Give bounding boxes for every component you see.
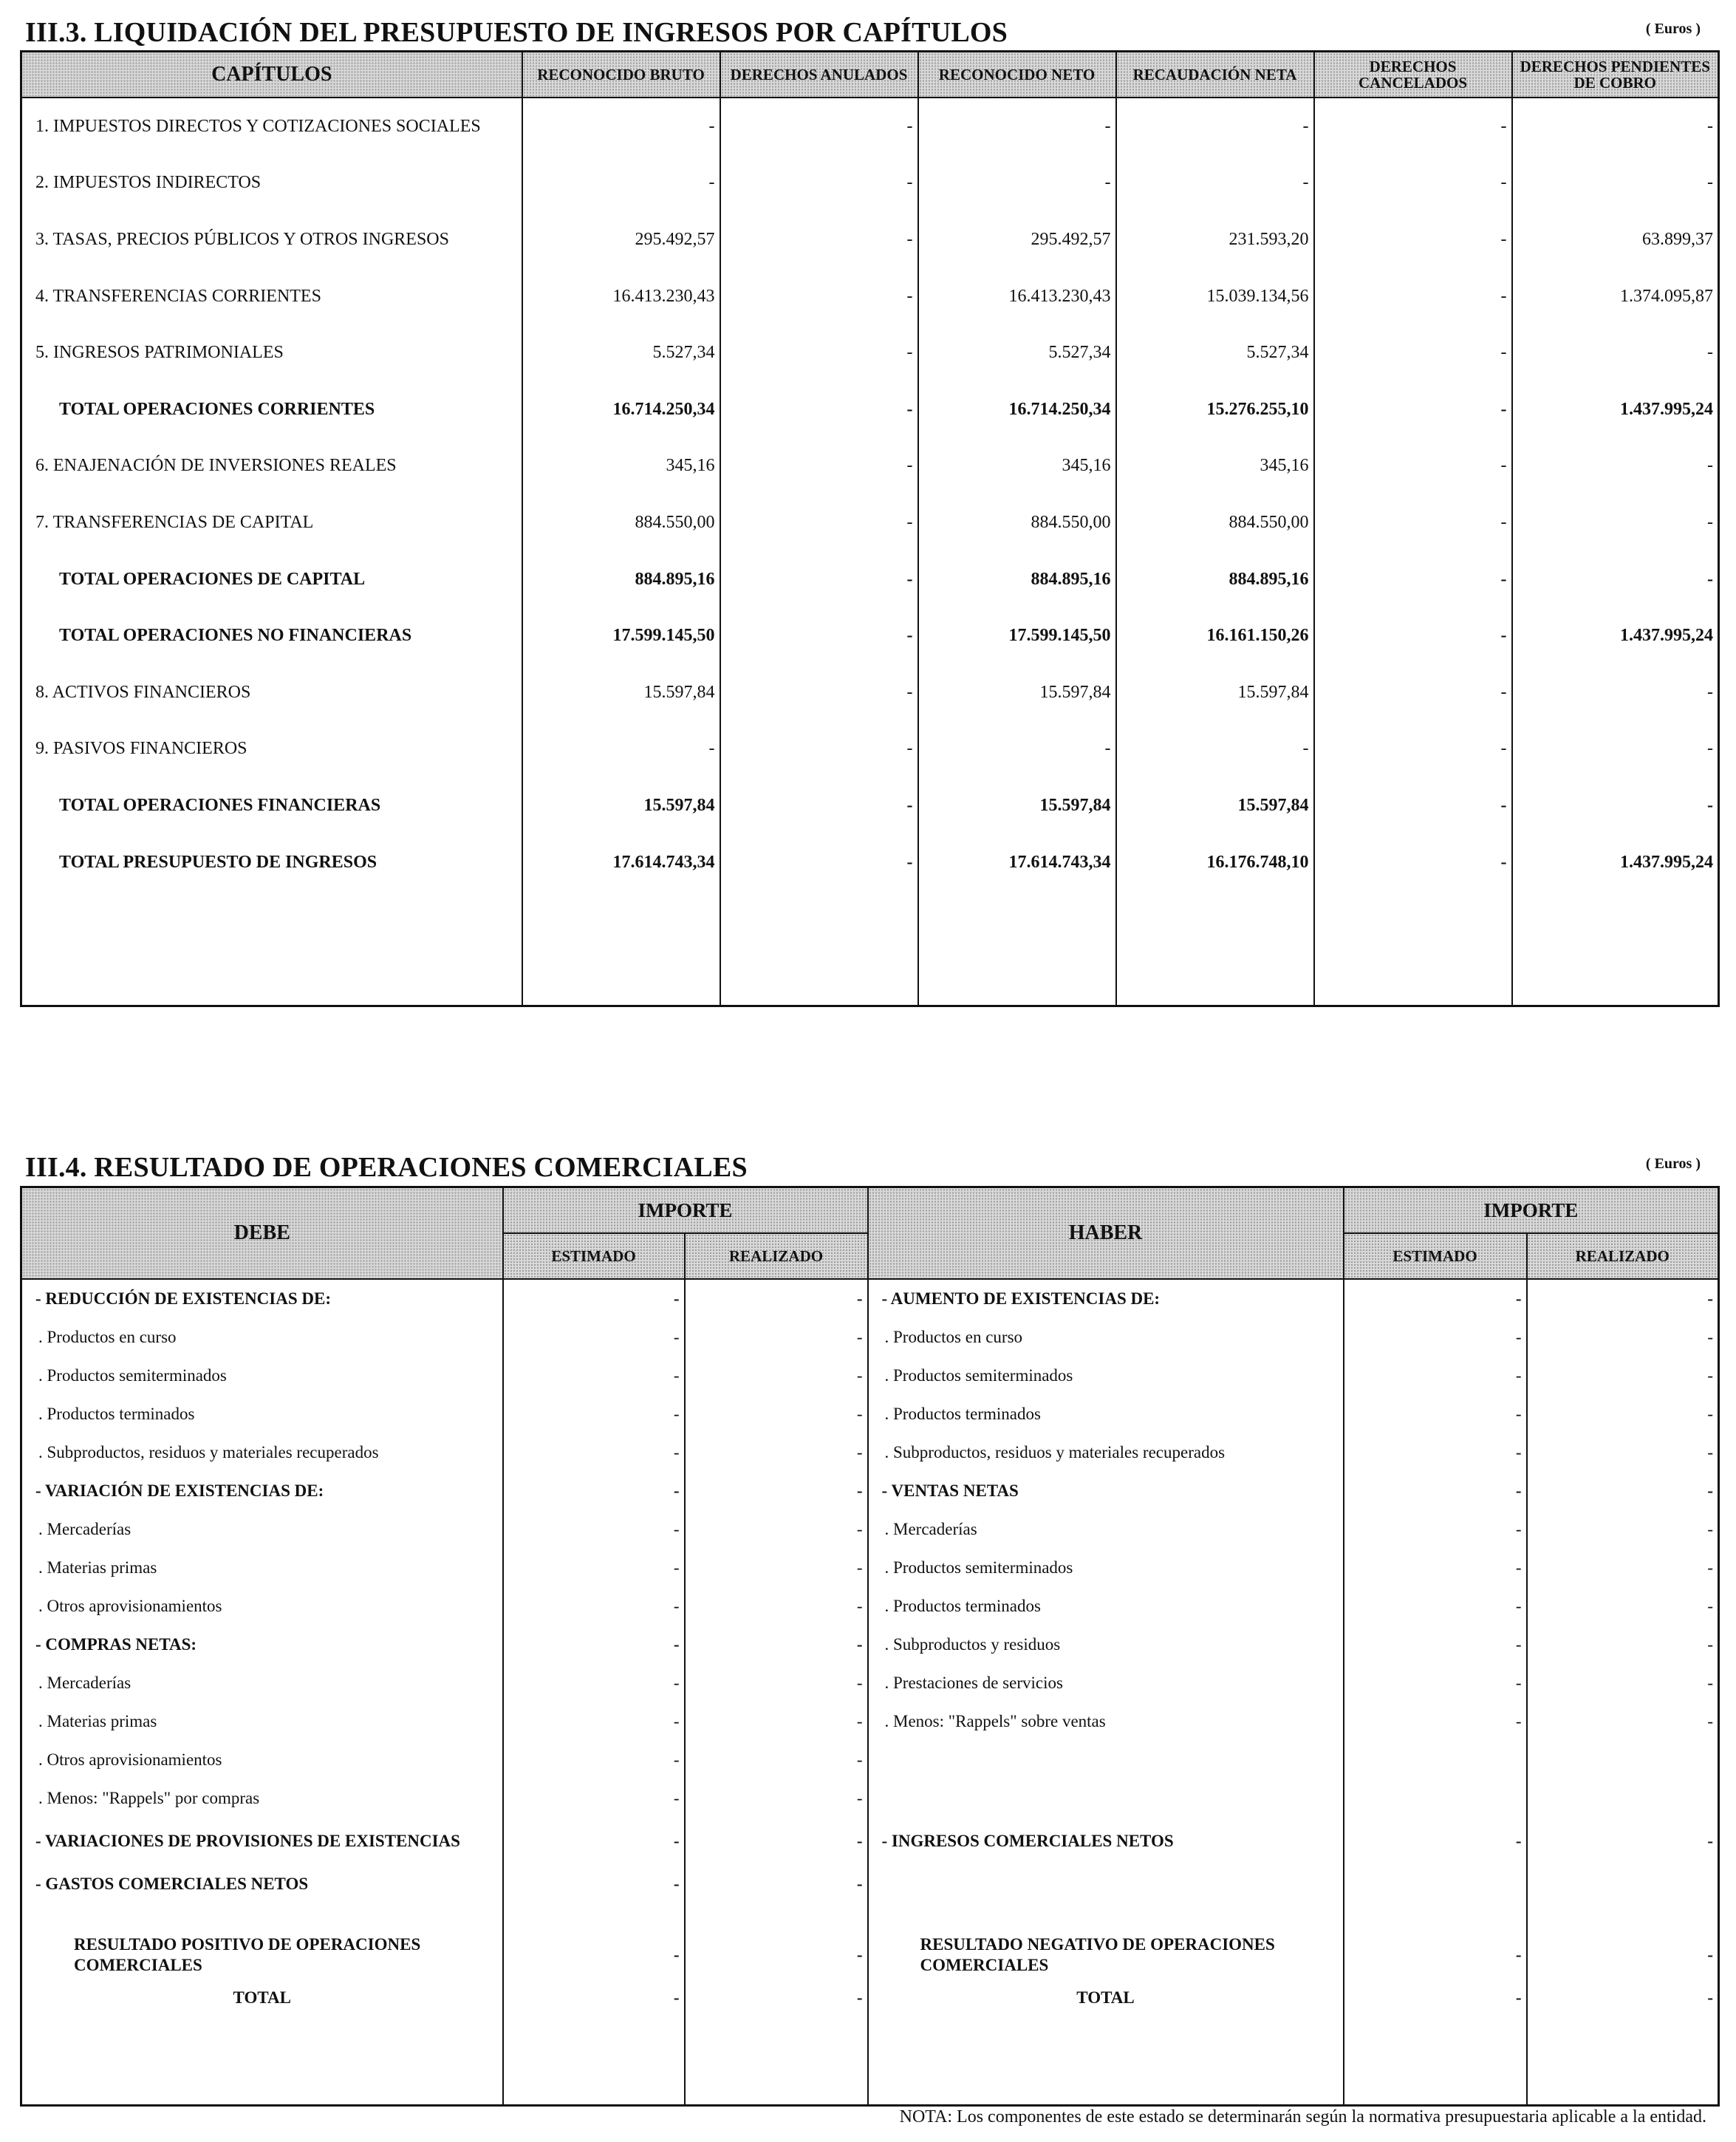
table-row	[21, 664, 1719, 721]
cell-value: 15.276.255,10	[1116, 381, 1314, 438]
table-row	[21, 1865, 1719, 1903]
col-header-reconocido-bruto: RECONOCIDO BRUTO	[522, 52, 720, 98]
table-header-row	[21, 1187, 1719, 1233]
col-header-debe-estimado: ESTIMADO	[503, 1233, 685, 1279]
table-row	[21, 494, 1719, 551]
total-haber-estimado: -	[1344, 1979, 1527, 2017]
haber-label: . Prestaciones de servicios	[868, 1664, 1344, 1702]
section1-title: III.3. LIQUIDACIÓN DEL PRESUPUESTO DE INGRESOS POR CAPÍTULOS	[25, 17, 1008, 48]
empty-cell	[503, 2017, 685, 2106]
empty-cell	[868, 1903, 1344, 1931]
haber-estimado: -	[1344, 1318, 1527, 1357]
cell-value: -	[1314, 834, 1512, 891]
cell-value: -	[1314, 324, 1512, 381]
cell-value: -	[1116, 155, 1314, 212]
debe-realizado: -	[685, 1279, 868, 1318]
debe-label: . Menos: "Rappels" por compras	[21, 1779, 503, 1818]
cell-value: 16.161.150,26	[1116, 607, 1314, 664]
cell-value: 884.895,16	[522, 551, 720, 608]
row-label: TOTAL OPERACIONES NO FINANCIERAS	[21, 607, 522, 664]
cell-value: 15.039.134,56	[1116, 268, 1314, 325]
debe-realizado: -	[685, 1702, 868, 1741]
table-row	[21, 551, 1719, 608]
table-row	[21, 1510, 1719, 1549]
cell-value: -	[522, 721, 720, 778]
haber-label: . Productos semiterminados	[868, 1549, 1344, 1587]
table-row	[21, 381, 1719, 438]
cell-value: 17.599.145,50	[918, 607, 1116, 664]
table-spacer-row	[21, 1903, 1719, 1931]
cell-value: -	[720, 438, 918, 495]
haber-label	[868, 1741, 1344, 1779]
col-header-reconocido-neto: RECONOCIDO NETO	[918, 52, 1116, 98]
debe-estimado: -	[503, 1395, 685, 1433]
table-header-row	[21, 52, 1719, 98]
empty-cell	[868, 2017, 1344, 2106]
empty-cell	[685, 2017, 868, 2106]
resultado-haber-realizado: -	[1527, 1931, 1719, 1979]
cell-value: -	[1314, 98, 1512, 155]
row-label: 7. TRANSFERENCIAS DE CAPITAL	[21, 494, 522, 551]
haber-label: . Subproductos, residuos y materiales recuperados	[868, 1433, 1344, 1472]
haber-realizado	[1527, 1865, 1719, 1903]
cell-value: -	[1512, 664, 1719, 721]
resultado-negativo-label: RESULTADO NEGATIVO DE OPERACIONES COMERCIALES	[868, 1931, 1344, 1979]
cell-value: -	[720, 721, 918, 778]
cell-value: 5.527,34	[918, 324, 1116, 381]
debe-label: . Productos terminados	[21, 1395, 503, 1433]
debe-realizado: -	[685, 1818, 868, 1865]
cell-value: 345,16	[918, 438, 1116, 495]
debe-realizado: -	[685, 1357, 868, 1395]
debe-estimado: -	[503, 1318, 685, 1357]
debe-realizado: -	[685, 1549, 868, 1587]
cell-value: 17.614.743,34	[522, 834, 720, 891]
cell-value: 16.714.250,34	[918, 381, 1116, 438]
table-row	[21, 1433, 1719, 1472]
cell-value: -	[918, 155, 1116, 212]
cell-value: -	[720, 381, 918, 438]
cell-value: -	[1512, 494, 1719, 551]
empty-cell	[522, 890, 720, 1006]
debe-estimado: -	[503, 1702, 685, 1741]
table-row	[21, 1279, 1719, 1318]
col-header-debe: DEBE	[21, 1187, 503, 1279]
cell-value: 884.550,00	[918, 494, 1116, 551]
debe-estimado: -	[503, 1472, 685, 1510]
table-row	[21, 1741, 1719, 1779]
table-body	[21, 1279, 1719, 2106]
table-body	[21, 98, 1719, 1006]
debe-estimado: -	[503, 1587, 685, 1626]
col-header-recaudacion-neta: RECAUDACIÓN NETA	[1116, 52, 1314, 98]
income-by-chapter-table	[20, 50, 1720, 1007]
debe-label: - COMPRAS NETAS:	[21, 1626, 503, 1664]
section2-unit: ( Euros )	[1645, 1156, 1701, 1172]
cell-value: -	[1512, 777, 1719, 834]
cell-value: -	[522, 155, 720, 212]
haber-realizado: -	[1527, 1549, 1719, 1587]
debe-estimado: -	[503, 1510, 685, 1549]
table-filler-row	[21, 890, 1719, 1006]
haber-label	[868, 1779, 1344, 1818]
debe-realizado: -	[685, 1433, 868, 1472]
debe-realizado: -	[685, 1741, 868, 1779]
debe-label: - GASTOS COMERCIALES NETOS	[21, 1865, 503, 1903]
empty-cell	[1344, 1903, 1527, 1931]
total-haber-label: TOTAL	[868, 1979, 1344, 2017]
cell-value: 15.597,84	[522, 777, 720, 834]
debe-estimado: -	[503, 1865, 685, 1903]
cell-value: 15.597,84	[522, 664, 720, 721]
row-label: 1. IMPUESTOS DIRECTOS Y COTIZACIONES SOCIALES	[21, 98, 522, 155]
debe-realizado: -	[685, 1626, 868, 1664]
debe-estimado: -	[503, 1664, 685, 1702]
haber-estimado	[1344, 1741, 1527, 1779]
haber-label: . Productos en curso	[868, 1318, 1344, 1357]
cell-value: -	[1314, 551, 1512, 608]
empty-cell	[918, 890, 1116, 1006]
empty-cell	[685, 1903, 868, 1931]
haber-estimado: -	[1344, 1279, 1527, 1318]
cell-value: -	[1116, 98, 1314, 155]
row-label: 2. IMPUESTOS INDIRECTOS	[21, 155, 522, 212]
debe-label: - VARIACIONES DE PROVISIONES DE EXISTENCIAS	[21, 1818, 503, 1865]
haber-estimado: -	[1344, 1702, 1527, 1741]
cell-value: -	[918, 721, 1116, 778]
haber-estimado: -	[1344, 1549, 1527, 1587]
haber-realizado: -	[1527, 1587, 1719, 1626]
haber-realizado: -	[1527, 1664, 1719, 1702]
table-row	[21, 1549, 1719, 1587]
commercial-operations-table	[20, 1186, 1720, 2107]
resultado-debe-estimado: -	[503, 1931, 685, 1979]
haber-label: . Mercaderías	[868, 1510, 1344, 1549]
cell-value: -	[1512, 155, 1719, 212]
cell-value: -	[1512, 438, 1719, 495]
cell-value: 884.895,16	[918, 551, 1116, 608]
haber-label: - INGRESOS COMERCIALES NETOS	[868, 1818, 1344, 1865]
row-label: TOTAL OPERACIONES DE CAPITAL	[21, 551, 522, 608]
haber-label: . Productos terminados	[868, 1395, 1344, 1433]
table-row	[21, 211, 1719, 268]
debe-label: - REDUCCIÓN DE EXISTENCIAS DE:	[21, 1279, 503, 1318]
row-label: TOTAL PRESUPUESTO DE INGRESOS	[21, 834, 522, 891]
cell-value: 345,16	[522, 438, 720, 495]
debe-label: . Materias primas	[21, 1702, 503, 1741]
cell-value: 884.550,00	[1116, 494, 1314, 551]
debe-estimado: -	[503, 1741, 685, 1779]
cell-value: -	[1314, 777, 1512, 834]
cell-value: -	[720, 98, 918, 155]
empty-cell	[1512, 890, 1719, 1006]
haber-realizado	[1527, 1741, 1719, 1779]
empty-cell	[1314, 890, 1512, 1006]
haber-realizado: -	[1527, 1702, 1719, 1741]
debe-realizado: -	[685, 1865, 868, 1903]
debe-estimado: -	[503, 1357, 685, 1395]
resultado-positivo-label: RESULTADO POSITIVO DE OPERACIONES COMERCIALES	[21, 1931, 503, 1979]
col-header-importe-haber: IMPORTE	[1344, 1187, 1719, 1233]
table-row	[21, 1472, 1719, 1510]
cell-value: 17.614.743,34	[918, 834, 1116, 891]
debe-estimado: -	[503, 1279, 685, 1318]
col-header-haber-estimado: ESTIMADO	[1344, 1233, 1527, 1279]
cell-value: -	[1512, 551, 1719, 608]
haber-estimado: -	[1344, 1664, 1527, 1702]
row-label: 6. ENAJENACIÓN DE INVERSIONES REALES	[21, 438, 522, 495]
row-label: 3. TASAS, PRECIOS PÚBLICOS Y OTROS INGRESOS	[21, 211, 522, 268]
cell-value: -	[1512, 324, 1719, 381]
table-row	[21, 1395, 1719, 1433]
section1-unit: ( Euros )	[1645, 21, 1701, 37]
empty-cell	[1527, 1903, 1719, 1931]
cell-value: 16.413.230,43	[918, 268, 1116, 325]
cell-value: -	[1314, 607, 1512, 664]
haber-realizado: -	[1527, 1472, 1719, 1510]
debe-realizado: -	[685, 1587, 868, 1626]
cell-value: 5.527,34	[1116, 324, 1314, 381]
haber-realizado: -	[1527, 1818, 1719, 1865]
cell-value: -	[720, 664, 918, 721]
debe-label: . Productos semiterminados	[21, 1357, 503, 1395]
empty-cell	[1344, 2017, 1527, 2106]
haber-estimado	[1344, 1865, 1527, 1903]
debe-realizado: -	[685, 1395, 868, 1433]
debe-label: . Productos en curso	[21, 1318, 503, 1357]
cell-value: 63.899,37	[1512, 211, 1719, 268]
table-filler-row	[21, 2017, 1719, 2106]
cell-value: -	[1512, 98, 1719, 155]
cell-value: -	[1314, 155, 1512, 212]
debe-estimado: -	[503, 1549, 685, 1587]
debe-label: . Materias primas	[21, 1549, 503, 1587]
cell-value: 1.437.995,24	[1512, 607, 1719, 664]
col-header-haber: HABER	[868, 1187, 1344, 1279]
haber-label: . Subproductos y residuos	[868, 1626, 1344, 1664]
haber-realizado: -	[1527, 1395, 1719, 1433]
debe-realizado: -	[685, 1318, 868, 1357]
cell-value: -	[720, 834, 918, 891]
cell-value: -	[1314, 721, 1512, 778]
haber-realizado: -	[1527, 1318, 1719, 1357]
resultado-debe-realizado: -	[685, 1931, 868, 1979]
cell-value: 15.597,84	[918, 777, 1116, 834]
row-label: 8. ACTIVOS FINANCIEROS	[21, 664, 522, 721]
total-debe-label: TOTAL	[21, 1979, 503, 2017]
cell-value: -	[720, 211, 918, 268]
resultado-row	[21, 1931, 1719, 1979]
table-row	[21, 607, 1719, 664]
total-row	[21, 1979, 1719, 2017]
table-row	[21, 721, 1719, 778]
table-row	[21, 98, 1719, 155]
haber-realizado: -	[1527, 1626, 1719, 1664]
cell-value: -	[918, 98, 1116, 155]
section2-title: III.4. RESULTADO DE OPERACIONES COMERCIALES	[25, 1152, 748, 1183]
debe-realizado: -	[685, 1779, 868, 1818]
haber-realizado	[1527, 1779, 1719, 1818]
haber-estimado: -	[1344, 1433, 1527, 1472]
cell-value: 884.895,16	[1116, 551, 1314, 608]
haber-label	[868, 1865, 1344, 1903]
debe-realizado: -	[685, 1510, 868, 1549]
cell-value: -	[1314, 438, 1512, 495]
haber-label: . Productos terminados	[868, 1587, 1344, 1626]
row-label: 9. PASIVOS FINANCIEROS	[21, 721, 522, 778]
cell-value: -	[720, 607, 918, 664]
cell-value: 345,16	[1116, 438, 1314, 495]
total-debe-realizado: -	[685, 1979, 868, 2017]
haber-estimado: -	[1344, 1472, 1527, 1510]
table-row	[21, 1779, 1719, 1818]
debe-estimado: -	[503, 1779, 685, 1818]
row-label: TOTAL OPERACIONES CORRIENTES	[21, 381, 522, 438]
haber-estimado: -	[1344, 1357, 1527, 1395]
debe-label: . Mercaderías	[21, 1664, 503, 1702]
row-label: 4. TRANSFERENCIAS CORRIENTES	[21, 268, 522, 325]
cell-value: 15.597,84	[1116, 664, 1314, 721]
empty-cell	[503, 1903, 685, 1931]
table-row	[21, 438, 1719, 495]
debe-label: . Otros aprovisionamientos	[21, 1587, 503, 1626]
table-row	[21, 1818, 1719, 1865]
empty-cell	[1116, 890, 1314, 1006]
cell-value: 1.437.995,24	[1512, 381, 1719, 438]
cell-value: 1.437.995,24	[1512, 834, 1719, 891]
cell-value: 231.593,20	[1116, 211, 1314, 268]
haber-realizado: -	[1527, 1279, 1719, 1318]
empty-cell	[21, 2017, 503, 2106]
table-row	[21, 1626, 1719, 1664]
table-row	[21, 1587, 1719, 1626]
table-row	[21, 324, 1719, 381]
footnote: NOTA: Los componentes de este estado se determinarán según la normativa presupuestaria aplicable a la entidad.	[899, 2107, 1706, 2126]
cell-value: -	[1314, 664, 1512, 721]
haber-label: . Menos: "Rappels" sobre ventas	[868, 1702, 1344, 1741]
cell-value: 295.492,57	[918, 211, 1116, 268]
table-row	[21, 1664, 1719, 1702]
cell-value: 17.599.145,50	[522, 607, 720, 664]
cell-value: -	[1314, 268, 1512, 325]
table-row	[21, 1318, 1719, 1357]
table-row	[21, 777, 1719, 834]
table-row	[21, 1702, 1719, 1741]
haber-estimado: -	[1344, 1395, 1527, 1433]
table-row	[21, 1357, 1719, 1395]
cell-value: -	[1116, 721, 1314, 778]
table-row	[21, 834, 1719, 891]
debe-label: - VARIACIÓN DE EXISTENCIAS DE:	[21, 1472, 503, 1510]
total-debe-estimado: -	[503, 1979, 685, 2017]
empty-cell	[21, 1903, 503, 1931]
col-header-debe-realizado: REALIZADO	[685, 1233, 868, 1279]
cell-value: -	[720, 268, 918, 325]
cell-value: 15.597,84	[1116, 777, 1314, 834]
haber-estimado: -	[1344, 1510, 1527, 1549]
cell-value: -	[720, 324, 918, 381]
haber-estimado: -	[1344, 1818, 1527, 1865]
haber-label: - AUMENTO DE EXISTENCIAS DE:	[868, 1279, 1344, 1318]
haber-realizado: -	[1527, 1357, 1719, 1395]
row-label: TOTAL OPERACIONES FINANCIERAS	[21, 777, 522, 834]
table-row	[21, 155, 1719, 212]
col-header-capitulos: CAPÍTULOS	[21, 52, 522, 98]
haber-realizado: -	[1527, 1510, 1719, 1549]
cell-value: -	[1314, 211, 1512, 268]
cell-value: -	[720, 155, 918, 212]
empty-cell	[1527, 2017, 1719, 2106]
haber-estimado: -	[1344, 1587, 1527, 1626]
debe-estimado: -	[503, 1626, 685, 1664]
cell-value: 884.550,00	[522, 494, 720, 551]
cell-value: 1.374.095,87	[1512, 268, 1719, 325]
cell-value: 16.413.230,43	[522, 268, 720, 325]
cell-value: -	[522, 98, 720, 155]
haber-realizado: -	[1527, 1433, 1719, 1472]
col-header-derechos-cancelados: DERECHOS CANCELADOS	[1314, 52, 1512, 98]
cell-value: -	[720, 494, 918, 551]
cell-value: -	[720, 777, 918, 834]
cell-value: 295.492,57	[522, 211, 720, 268]
table-row	[21, 268, 1719, 325]
cell-value: 16.714.250,34	[522, 381, 720, 438]
debe-label: . Mercaderías	[21, 1510, 503, 1549]
col-header-haber-realizado: REALIZADO	[1527, 1233, 1719, 1279]
debe-label: . Otros aprovisionamientos	[21, 1741, 503, 1779]
col-header-derechos-anulados: DERECHOS ANULADOS	[720, 52, 918, 98]
debe-estimado: -	[503, 1818, 685, 1865]
cell-value: -	[1512, 721, 1719, 778]
debe-realizado: -	[685, 1664, 868, 1702]
cell-value: 15.597,84	[918, 664, 1116, 721]
cell-value: -	[1314, 494, 1512, 551]
haber-estimado	[1344, 1779, 1527, 1818]
empty-cell	[720, 890, 918, 1006]
row-label: 5. INGRESOS PATRIMONIALES	[21, 324, 522, 381]
total-haber-realizado: -	[1527, 1979, 1719, 2017]
cell-value: 16.176.748,10	[1116, 834, 1314, 891]
cell-value: 5.527,34	[522, 324, 720, 381]
debe-label: . Subproductos, residuos y materiales recuperados	[21, 1433, 503, 1472]
empty-cell	[21, 890, 522, 1006]
haber-label: - VENTAS NETAS	[868, 1472, 1344, 1510]
cell-value: -	[1314, 381, 1512, 438]
col-header-importe-debe: IMPORTE	[503, 1187, 868, 1233]
debe-realizado: -	[685, 1472, 868, 1510]
cell-value: -	[720, 551, 918, 608]
resultado-haber-estimado: -	[1344, 1931, 1527, 1979]
debe-estimado: -	[503, 1433, 685, 1472]
haber-estimado: -	[1344, 1626, 1527, 1664]
col-header-derechos-pendientes: DERECHOS PENDIENTES DE COBRO	[1512, 52, 1719, 98]
haber-label: . Productos semiterminados	[868, 1357, 1344, 1395]
